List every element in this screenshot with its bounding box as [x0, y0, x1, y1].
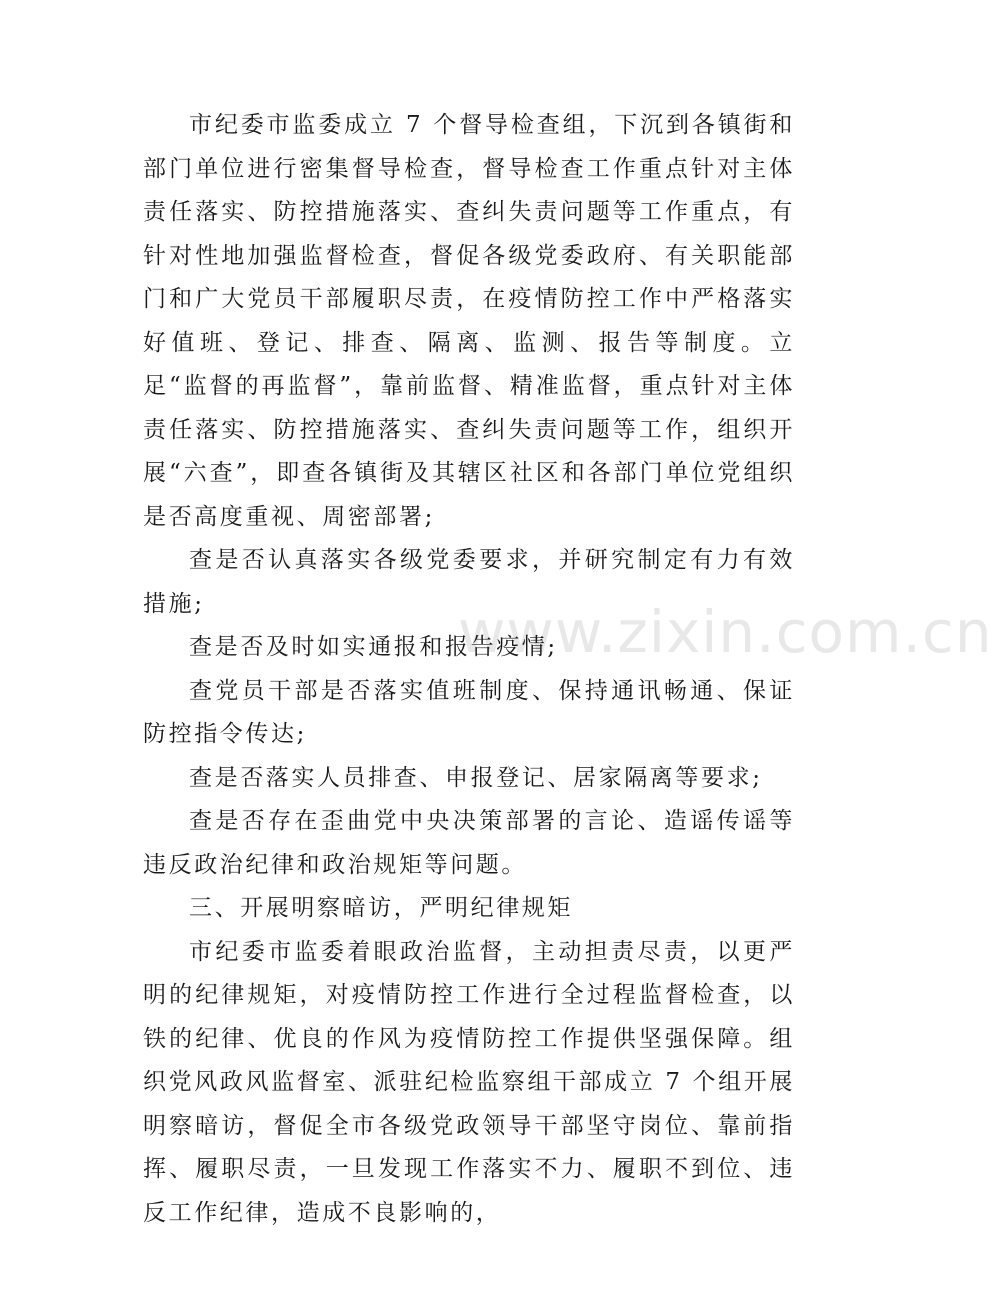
section-heading: 三、开展明察暗访，严明纪律规矩 [189, 895, 573, 921]
paragraph-4: 查党员干部是否落实值班制度、保持通讯畅通、保证防控指令传达; [143, 677, 795, 747]
paragraph-6: 查是否存在歪曲党中央决策部署的言论、造谣传谣等违反政治纪律和政治规矩等问题。 [143, 808, 795, 878]
paragraph-2: 查是否认真落实各级党委要求，并研究制定有力有效措施; [143, 547, 795, 617]
paragraph-7: 市纪委市监委着眼政治监督，主动担责尽责，以更严明的纪律规矩，对疫情防控工作进行全过程监督检查，以铁的纪律、优良的作风为疫情防控工作提供坚强保障。组织党风政风监督室、派驻纪检监察组干部成立 7 个组开展明察暗访，督促全市各级党政领导干部坚守岗位、靠前指挥、履职尽责，一旦发现工作落实不力、履职不到位、违反工作纪律，造成不良影响的， [143, 938, 795, 1226]
paragraph-3: 查是否及时如实通报和报告疫情; [189, 634, 558, 660]
watermark: www.zixin.com.cn [458, 598, 993, 666]
paragraph-5: 查是否落实人员排查、申报登记、居家隔离等要求; [189, 764, 763, 791]
document-body [143, 104, 795, 1235]
paragraph-1: 市纪委市监委成立 7 个督导检查组，下沉到各镇街和部门单位进行密集督导检查，督导检查工作重点针对主体责任落实、防控措施落实、查纠失责问题等工作重点，有针对性地加强监督检查，督促各级党委政府、有关职能部门和广大党员干部履职尽责，在疫情防控工作中严格落实好值班、登记、排查、隔离、监测、报告等制度。立足“监督的再监督”，靠前监督、精准监督，重点针对主体责任落实、防控措施落实、查纠失责问题等工作，组织开展“六查”，即查各镇街及其辖区社区和各部门单位党组织是否高度重视、周密部署; [143, 112, 795, 530]
